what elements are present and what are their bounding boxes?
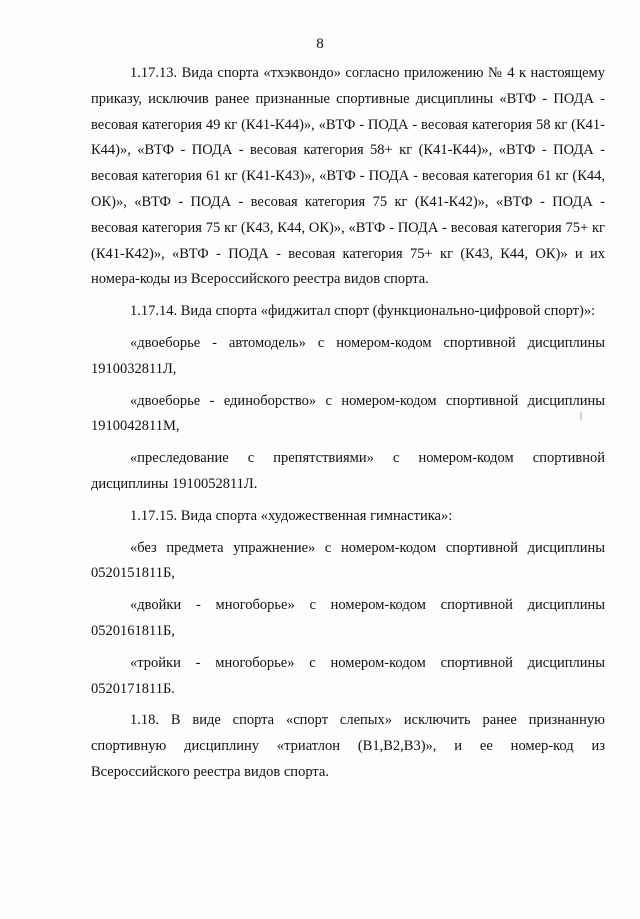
list-item: «без предмета упражнение» с номером-кодом спортивной дисциплины 0520151811Б,: [91, 539, 605, 582]
scan-artifact: [580, 412, 582, 420]
list-item: «двойки - многоборье» с номером-кодом спортивной дисциплины 0520161811Б,: [91, 597, 605, 639]
paragraph-1-17-13: 1.17.13. Вида спорта «тхэквондо» согласно приложению № 4 к настоящему приказу, исключив ранее признанные спортивные дисциплины «ВТФ - ПОДА - весовая категория 49 кг (К41-К44)», «ВТФ - ПОДА - весовая категория 58 кг (К41-К44)», «ВТФ - ПОДА - весовая категория 58+ кг (К41-К44)», «ВТФ - ПОДА - весовая категория 61 кг (К41-К43)», «ВТФ - ПОДА - весовая категория 61 кг (К44, ОК)», «ВТФ - ПОДА - весовая категория 75 кг (К41-К42)», «ВТФ - ПОДА - весовая категория 75 кг (К43, К44, ОК)», «ВТФ - ПОДА - весовая категория 75+ кг (К41-К42)», «ВТФ - ПОДА - весовая категория 75+ кг (К43, К44, ОК)» и их номера-коды из Всероссийского реестра видов спорта.: [91, 65, 605, 288]
list-item: «тройки - многоборье» с номером-кодом спортивной дисциплины 0520171811Б.: [91, 654, 605, 697]
list-item: «двоеборье - единоборство» с номером-кодом спортивной дисциплины 1910042811М,: [91, 392, 605, 435]
page-number: 8: [316, 36, 324, 52]
list-item: «преследование с препятствиями» с номером-кодом спортивной дисциплины 1910052811Л.: [91, 450, 605, 492]
document-body: [91, 61, 605, 792]
paragraph-1-17-15: 1.17.15. Вида спорта «художественная гимнастика»:: [130, 507, 453, 524]
list-item: «двоеборье - автомодель» с номером-кодом спортивной дисциплины 1910032811Л,: [91, 334, 605, 377]
paragraph-1-17-14: 1.17.14. Вида спорта «фиджитал спорт (функционально-цифровой спорт)»:: [130, 303, 596, 320]
paragraph-1-18: 1.18. В виде спорта «спорт слепых» исключить ранее признанную спортивную дисциплину «триатлон (В1,В2,В3)», и ее номер-код из Всероссийского реестра видов спорта.: [91, 712, 605, 780]
